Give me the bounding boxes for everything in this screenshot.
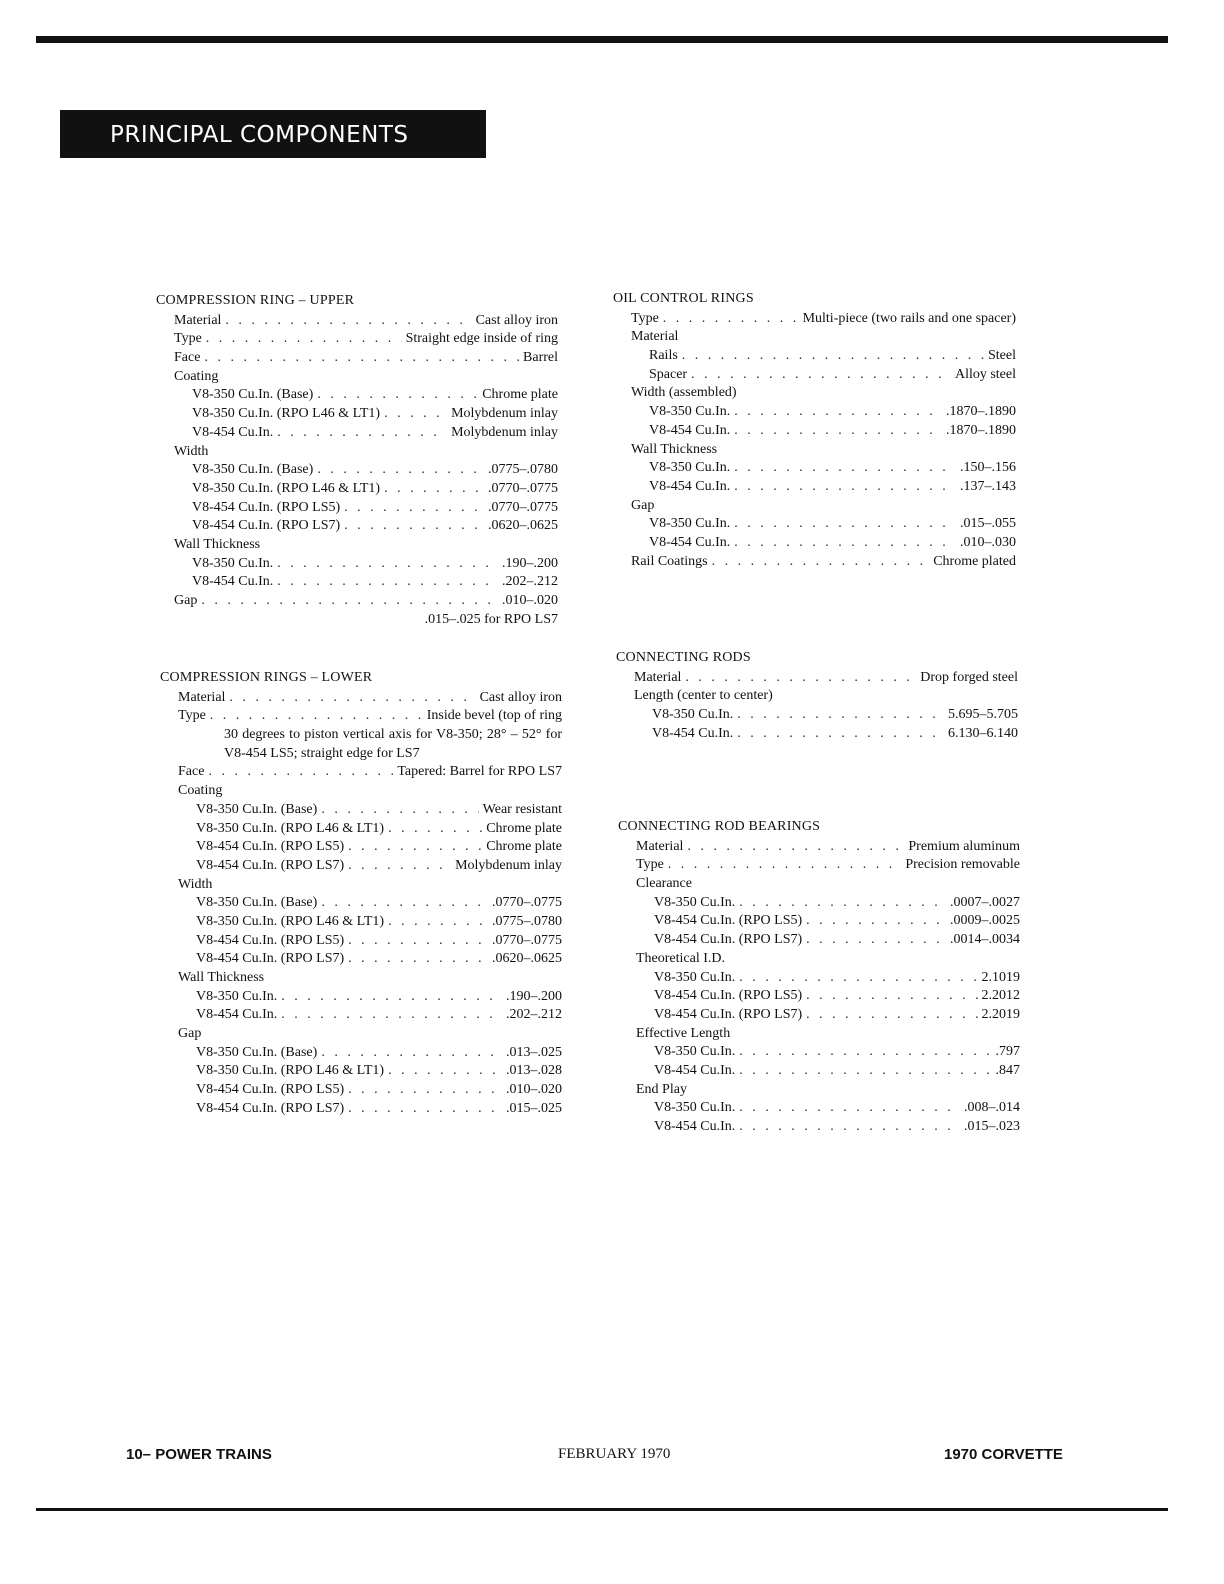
banner-title: PRINCIPAL COMPONENTS — [110, 122, 409, 148]
dot-leader — [806, 1006, 977, 1025]
spec-label: V8-350 Cu.In. (Base) — [192, 462, 314, 478]
spec-row — [160, 1081, 562, 1100]
spec-value: Chrome plate — [486, 820, 562, 836]
dot-leader — [734, 459, 956, 478]
spec-value: .010–.020 — [506, 1082, 562, 1098]
section-title: COMPRESSION RING – UPPER — [156, 293, 355, 308]
spec-value: 6.130–6.140 — [948, 725, 1018, 741]
spec-row — [156, 405, 558, 424]
spec-value: Chrome plated — [933, 553, 1016, 569]
spec-label: V8-454 Cu.In. (RPO LS7) — [196, 951, 345, 967]
subheading: Effective Length — [636, 1025, 731, 1041]
dot-leader — [348, 1100, 502, 1119]
spec-row — [160, 1100, 562, 1119]
spec-label: V8-454 Cu.In. (RPO LS7) — [654, 1006, 803, 1022]
subheading: Length (center to center) — [634, 688, 773, 704]
spec-row — [156, 573, 558, 592]
spec-value: .0770–.0775 — [492, 895, 562, 911]
dot-leader — [734, 478, 956, 497]
spec-row — [618, 931, 1020, 950]
spec-value: .150–.156 — [960, 460, 1016, 476]
dot-leader — [739, 969, 977, 988]
spec-value: Multi-piece (two rails and one spacer) — [802, 310, 1016, 326]
spec-value: Cast alloy iron — [475, 312, 558, 328]
spec-label: Material — [174, 312, 222, 328]
spec-row — [618, 987, 1020, 1006]
subheading: End Play — [636, 1081, 687, 1097]
spec-row — [156, 386, 558, 405]
dot-leader — [806, 912, 946, 931]
spec-row — [618, 1099, 1020, 1118]
subheading: Clearance — [636, 876, 692, 892]
spec-label: V8-454 Cu.In. — [649, 534, 731, 550]
spec-label: V8-454 Cu.In. — [192, 574, 274, 590]
spec-value: .010–.020 — [502, 593, 558, 609]
subheading: Wall Thickness — [631, 441, 718, 457]
spec-label: V8-350 Cu.In. (Base) — [196, 801, 318, 817]
spec-label: V8-350 Cu.In. (RPO L46 & LT1) — [196, 1063, 385, 1079]
spec-row — [156, 517, 558, 536]
spec-row — [160, 763, 562, 782]
spec-label: V8-350 Cu.In. — [649, 460, 731, 476]
spec-value: .0775–.0780 — [492, 913, 562, 929]
dot-leader — [348, 857, 451, 876]
spec-label: V8-350 Cu.In. — [649, 404, 731, 420]
dot-leader — [317, 386, 478, 405]
dot-leader — [734, 422, 942, 441]
dot-leader — [317, 461, 484, 480]
spec-label: V8-454 Cu.In. (RPO LS7) — [196, 1100, 345, 1116]
subheading: Gap — [178, 1026, 202, 1042]
spec-row — [613, 366, 1016, 385]
spec-value: .0007–.0027 — [950, 894, 1020, 910]
dot-leader — [388, 820, 482, 839]
spec-label: V8-350 Cu.In. (Base) — [196, 895, 318, 911]
spec-row — [156, 461, 558, 480]
section-title: OIL CONTROL RINGS — [613, 291, 754, 306]
spec-row — [160, 820, 562, 839]
dot-leader — [806, 987, 977, 1006]
spec-row — [160, 988, 562, 1007]
dot-leader — [321, 1044, 502, 1063]
spec-row — [613, 534, 1016, 553]
spec-label: V8-454 Cu.In. — [654, 1062, 736, 1078]
spec-row — [616, 725, 1018, 744]
spec-value: Molybdenum inlay — [451, 406, 558, 422]
spec-label: V8-454 Cu.In. (RPO LS5) — [196, 932, 345, 948]
spec-row — [613, 422, 1016, 441]
spec-label: V8-454 Cu.In. (RPO LS5) — [196, 1082, 345, 1098]
subheading: Gap — [631, 497, 655, 513]
dot-leader — [348, 950, 488, 969]
dot-leader — [384, 480, 484, 499]
spec-value: .1870–.1890 — [946, 404, 1016, 420]
spec-value: .0775–.0780 — [488, 462, 558, 478]
spec-value: .013–.025 — [506, 1044, 562, 1060]
dot-leader — [663, 310, 799, 329]
section-compression-ring-upper — [156, 292, 558, 629]
spec-row — [160, 913, 562, 932]
top-rule — [36, 36, 1168, 43]
dot-leader — [734, 515, 956, 534]
dot-leader — [739, 894, 946, 913]
spec-label: V8-454 Cu.In. — [196, 1007, 278, 1023]
spec-value: Straight edge inside of ring — [405, 331, 558, 347]
spec-value: .0620–.0625 — [492, 951, 562, 967]
spec-row — [156, 424, 558, 443]
spec-row — [618, 894, 1020, 913]
spec-value: Inside bevel (top of ring — [426, 708, 562, 724]
spec-value: .015–.025 — [506, 1100, 562, 1116]
spec-value: .797 — [995, 1044, 1020, 1060]
spec-row — [160, 689, 562, 708]
dot-leader — [277, 555, 498, 574]
spec-label: V8-454 Cu.In. (RPO LS5) — [654, 913, 803, 929]
subheading: Wall Thickness — [174, 536, 261, 552]
spec-row — [160, 932, 562, 951]
dot-leader — [687, 838, 904, 857]
dot-leader — [348, 932, 488, 951]
spec-value: Chrome plate — [482, 387, 558, 403]
spec-label: V8-454 Cu.In. (RPO LS7) — [192, 518, 341, 534]
spec-row — [156, 555, 558, 574]
spec-row — [160, 1044, 562, 1063]
dot-leader — [737, 725, 944, 744]
spec-value: .1870–.1890 — [946, 422, 1016, 438]
subheading: Coating — [178, 783, 223, 799]
section-connecting-rod-bearings — [618, 818, 1020, 1137]
spec-label: Type — [636, 857, 664, 873]
footer-model: 1970 CORVETTE — [944, 1446, 1063, 1463]
spec-label: V8-454 Cu.In. — [649, 422, 731, 438]
spec-label: Material — [634, 669, 682, 685]
spec-value: .0620–.0625 — [488, 518, 558, 534]
spec-value: .0009–.0025 — [950, 913, 1020, 929]
spec-label: V8-350 Cu.In. (Base) — [196, 1044, 318, 1060]
spec-value: Molybdenum inlay — [455, 857, 562, 873]
spec-value: .015–.023 — [964, 1119, 1020, 1135]
dot-leader — [734, 403, 942, 422]
spec-label: V8-350 Cu.In. — [654, 1044, 736, 1060]
dot-leader — [388, 1062, 502, 1081]
spec-value: Precision removable — [905, 857, 1020, 873]
dot-leader — [225, 312, 471, 331]
spec-label: Type — [174, 331, 202, 347]
spec-continuation: 30 degrees to piston vertical axis for V8-350; 28° – 52° for V8-454 LS5; straight edge for LS7 — [224, 727, 562, 761]
spec-row — [156, 592, 558, 611]
spec-row — [160, 838, 562, 857]
spec-value: .015–.055 — [960, 516, 1016, 532]
dot-leader — [281, 988, 502, 1007]
spec-value: Cast alloy iron — [479, 689, 562, 705]
spec-label: V8-454 Cu.In. — [649, 478, 731, 494]
dot-leader — [737, 706, 944, 725]
spec-row — [160, 857, 562, 876]
spec-row — [618, 838, 1020, 857]
dot-leader — [682, 347, 984, 366]
subheading: Width — [174, 443, 209, 459]
spec-label: V8-350 Cu.In. (RPO L46 & LT1) — [196, 913, 385, 929]
spec-value: Steel — [988, 348, 1016, 364]
spec-label: Type — [178, 708, 206, 724]
spec-label: V8-350 Cu.In. — [649, 516, 731, 532]
spec-value: 2.1019 — [981, 969, 1020, 985]
spec-row — [618, 856, 1020, 875]
spec-label: Gap — [174, 593, 198, 609]
spec-row — [156, 330, 558, 349]
dot-leader — [204, 349, 519, 368]
spec-label: Face — [174, 350, 201, 366]
spec-row — [160, 801, 562, 820]
spec-value: .847 — [995, 1062, 1020, 1078]
spec-row — [613, 459, 1016, 478]
spec-value: Premium aluminum — [908, 838, 1020, 854]
spec-label: V8-350 Cu.In. — [654, 1100, 736, 1116]
spec-value: Chrome plate — [486, 839, 562, 855]
section-banner — [60, 110, 486, 158]
spec-row — [613, 403, 1016, 422]
spec-label: V8-350 Cu.In. — [652, 707, 734, 723]
spec-row — [160, 1062, 562, 1081]
spec-value: .0770–.0775 — [492, 932, 562, 948]
spec-value: Wear resistant — [482, 801, 562, 817]
spec-value: 2.2019 — [981, 1006, 1020, 1022]
dot-leader — [277, 573, 498, 592]
subheading: Theoretical I.D. — [636, 950, 726, 966]
subheading: Width — [178, 876, 213, 892]
spec-row — [160, 707, 562, 726]
dot-leader — [277, 424, 447, 443]
spec-value: .0770–.0775 — [488, 499, 558, 515]
spec-value: Barrel — [523, 350, 558, 366]
spec-value: Tapered: Barrel for RPO LS7 — [397, 764, 562, 780]
spec-row — [613, 553, 1016, 572]
spec-label: V8-350 Cu.In. — [654, 894, 736, 910]
spec-value: .008–.014 — [964, 1100, 1020, 1116]
dot-leader — [739, 1043, 991, 1062]
spec-value: .202–.212 — [502, 574, 558, 590]
spec-label: Material — [178, 689, 226, 705]
spec-label: V8-454 Cu.In. (RPO LS7) — [196, 857, 345, 873]
spec-label: V8-350 Cu.In. — [196, 988, 278, 1004]
spec-label: Spacer — [649, 366, 688, 382]
dot-leader — [344, 499, 484, 518]
spec-value: Alloy steel — [954, 366, 1016, 382]
spec-row — [616, 706, 1018, 725]
dot-leader — [344, 517, 484, 536]
spec-value: .190–.200 — [506, 988, 562, 1004]
spec-value: .010–.030 — [960, 534, 1016, 550]
dot-leader — [321, 894, 488, 913]
spec-row — [160, 1006, 562, 1025]
spec-label: V8-454 Cu.In. — [654, 1119, 736, 1135]
spec-label: V8-350 Cu.In. (RPO L46 & LT1) — [192, 480, 381, 496]
spec-label: V8-454 Cu.In. (RPO LS5) — [192, 499, 341, 515]
spec-row — [156, 349, 558, 368]
dot-leader — [348, 1081, 502, 1100]
bottom-rule — [36, 1508, 1168, 1511]
spec-label: Face — [178, 764, 205, 780]
dot-leader — [712, 553, 930, 572]
dot-leader — [229, 689, 475, 708]
spec-row — [613, 347, 1016, 366]
dot-leader — [685, 669, 916, 688]
dot-leader — [739, 1118, 960, 1137]
dot-leader — [806, 931, 946, 950]
spec-row — [156, 499, 558, 518]
section-title: CONNECTING ROD BEARINGS — [618, 819, 821, 834]
spec-row — [160, 950, 562, 969]
spec-label: V8-454 Cu.In. (RPO LS5) — [196, 839, 345, 855]
dot-leader — [668, 856, 902, 875]
spec-value: .137–.143 — [960, 478, 1016, 494]
spec-value: .013–.028 — [506, 1063, 562, 1079]
section-oil-control-rings — [613, 290, 1016, 571]
subheading: Coating — [174, 368, 219, 384]
spec-row — [616, 669, 1018, 688]
spec-label: V8-350 Cu.In. — [192, 555, 274, 571]
spec-value: .202–.212 — [506, 1007, 562, 1023]
spec-note: .015–.025 for RPO LS7 — [424, 611, 558, 627]
spec-value: Drop forged steel — [920, 669, 1018, 685]
spec-row — [618, 1043, 1020, 1062]
spec-row — [618, 1006, 1020, 1025]
dot-leader — [321, 801, 478, 820]
spec-value: .190–.200 — [502, 555, 558, 571]
dot-leader — [281, 1006, 502, 1025]
section-title: COMPRESSION RINGS – LOWER — [160, 670, 373, 685]
subheading: Material — [631, 329, 679, 345]
spec-row — [156, 312, 558, 331]
spec-label: V8-350 Cu.In. (Base) — [192, 387, 314, 403]
spec-row — [613, 515, 1016, 534]
section-connecting-rods — [616, 649, 1018, 743]
spec-row — [160, 894, 562, 913]
spec-value: Molybdenum inlay — [451, 424, 558, 440]
spec-label: Rails — [649, 348, 678, 364]
spec-row — [613, 478, 1016, 497]
spec-value: 2.2012 — [981, 988, 1020, 1004]
spec-row — [618, 1118, 1020, 1137]
dot-leader — [384, 405, 447, 424]
dot-leader — [734, 534, 956, 553]
spec-label: V8-350 Cu.In. (RPO L46 & LT1) — [192, 406, 381, 422]
spec-label: Material — [636, 838, 684, 854]
subheading: Wall Thickness — [178, 970, 265, 986]
spec-label: Rail Coatings — [631, 553, 708, 569]
spec-row — [618, 1062, 1020, 1081]
spec-row — [156, 480, 558, 499]
spec-label: Type — [631, 310, 659, 326]
dot-leader — [210, 707, 423, 726]
spec-value: .0770–.0775 — [488, 480, 558, 496]
footer-date: FEBRUARY 1970 — [558, 1446, 671, 1462]
section-title: CONNECTING RODS — [616, 650, 751, 665]
dot-leader — [206, 330, 402, 349]
spec-row — [618, 912, 1020, 931]
spec-label: V8-350 Cu.In. (RPO L46 & LT1) — [196, 820, 385, 836]
spec-row — [618, 969, 1020, 988]
spec-value: .0014–.0034 — [950, 932, 1020, 948]
dot-leader — [739, 1099, 960, 1118]
spec-label: V8-454 Cu.In. — [652, 725, 734, 741]
footer-section-label: 10– POWER TRAINS — [126, 1446, 272, 1463]
spec-label: V8-350 Cu.In. — [654, 969, 736, 985]
spec-label: V8-454 Cu.In. (RPO LS5) — [654, 988, 803, 1004]
dot-leader — [739, 1062, 991, 1081]
subheading: Width (assembled) — [631, 385, 737, 401]
dot-leader — [201, 592, 498, 611]
dot-leader — [208, 763, 393, 782]
section-compression-rings-lower — [160, 669, 562, 1119]
dot-leader — [388, 913, 488, 932]
spec-label: V8-454 Cu.In. (RPO LS7) — [654, 932, 803, 948]
dot-leader — [691, 366, 951, 385]
spec-label: V8-454 Cu.In. — [192, 424, 274, 440]
spec-row — [613, 310, 1016, 329]
dot-leader — [348, 838, 482, 857]
spec-value: 5.695–5.705 — [948, 707, 1018, 723]
